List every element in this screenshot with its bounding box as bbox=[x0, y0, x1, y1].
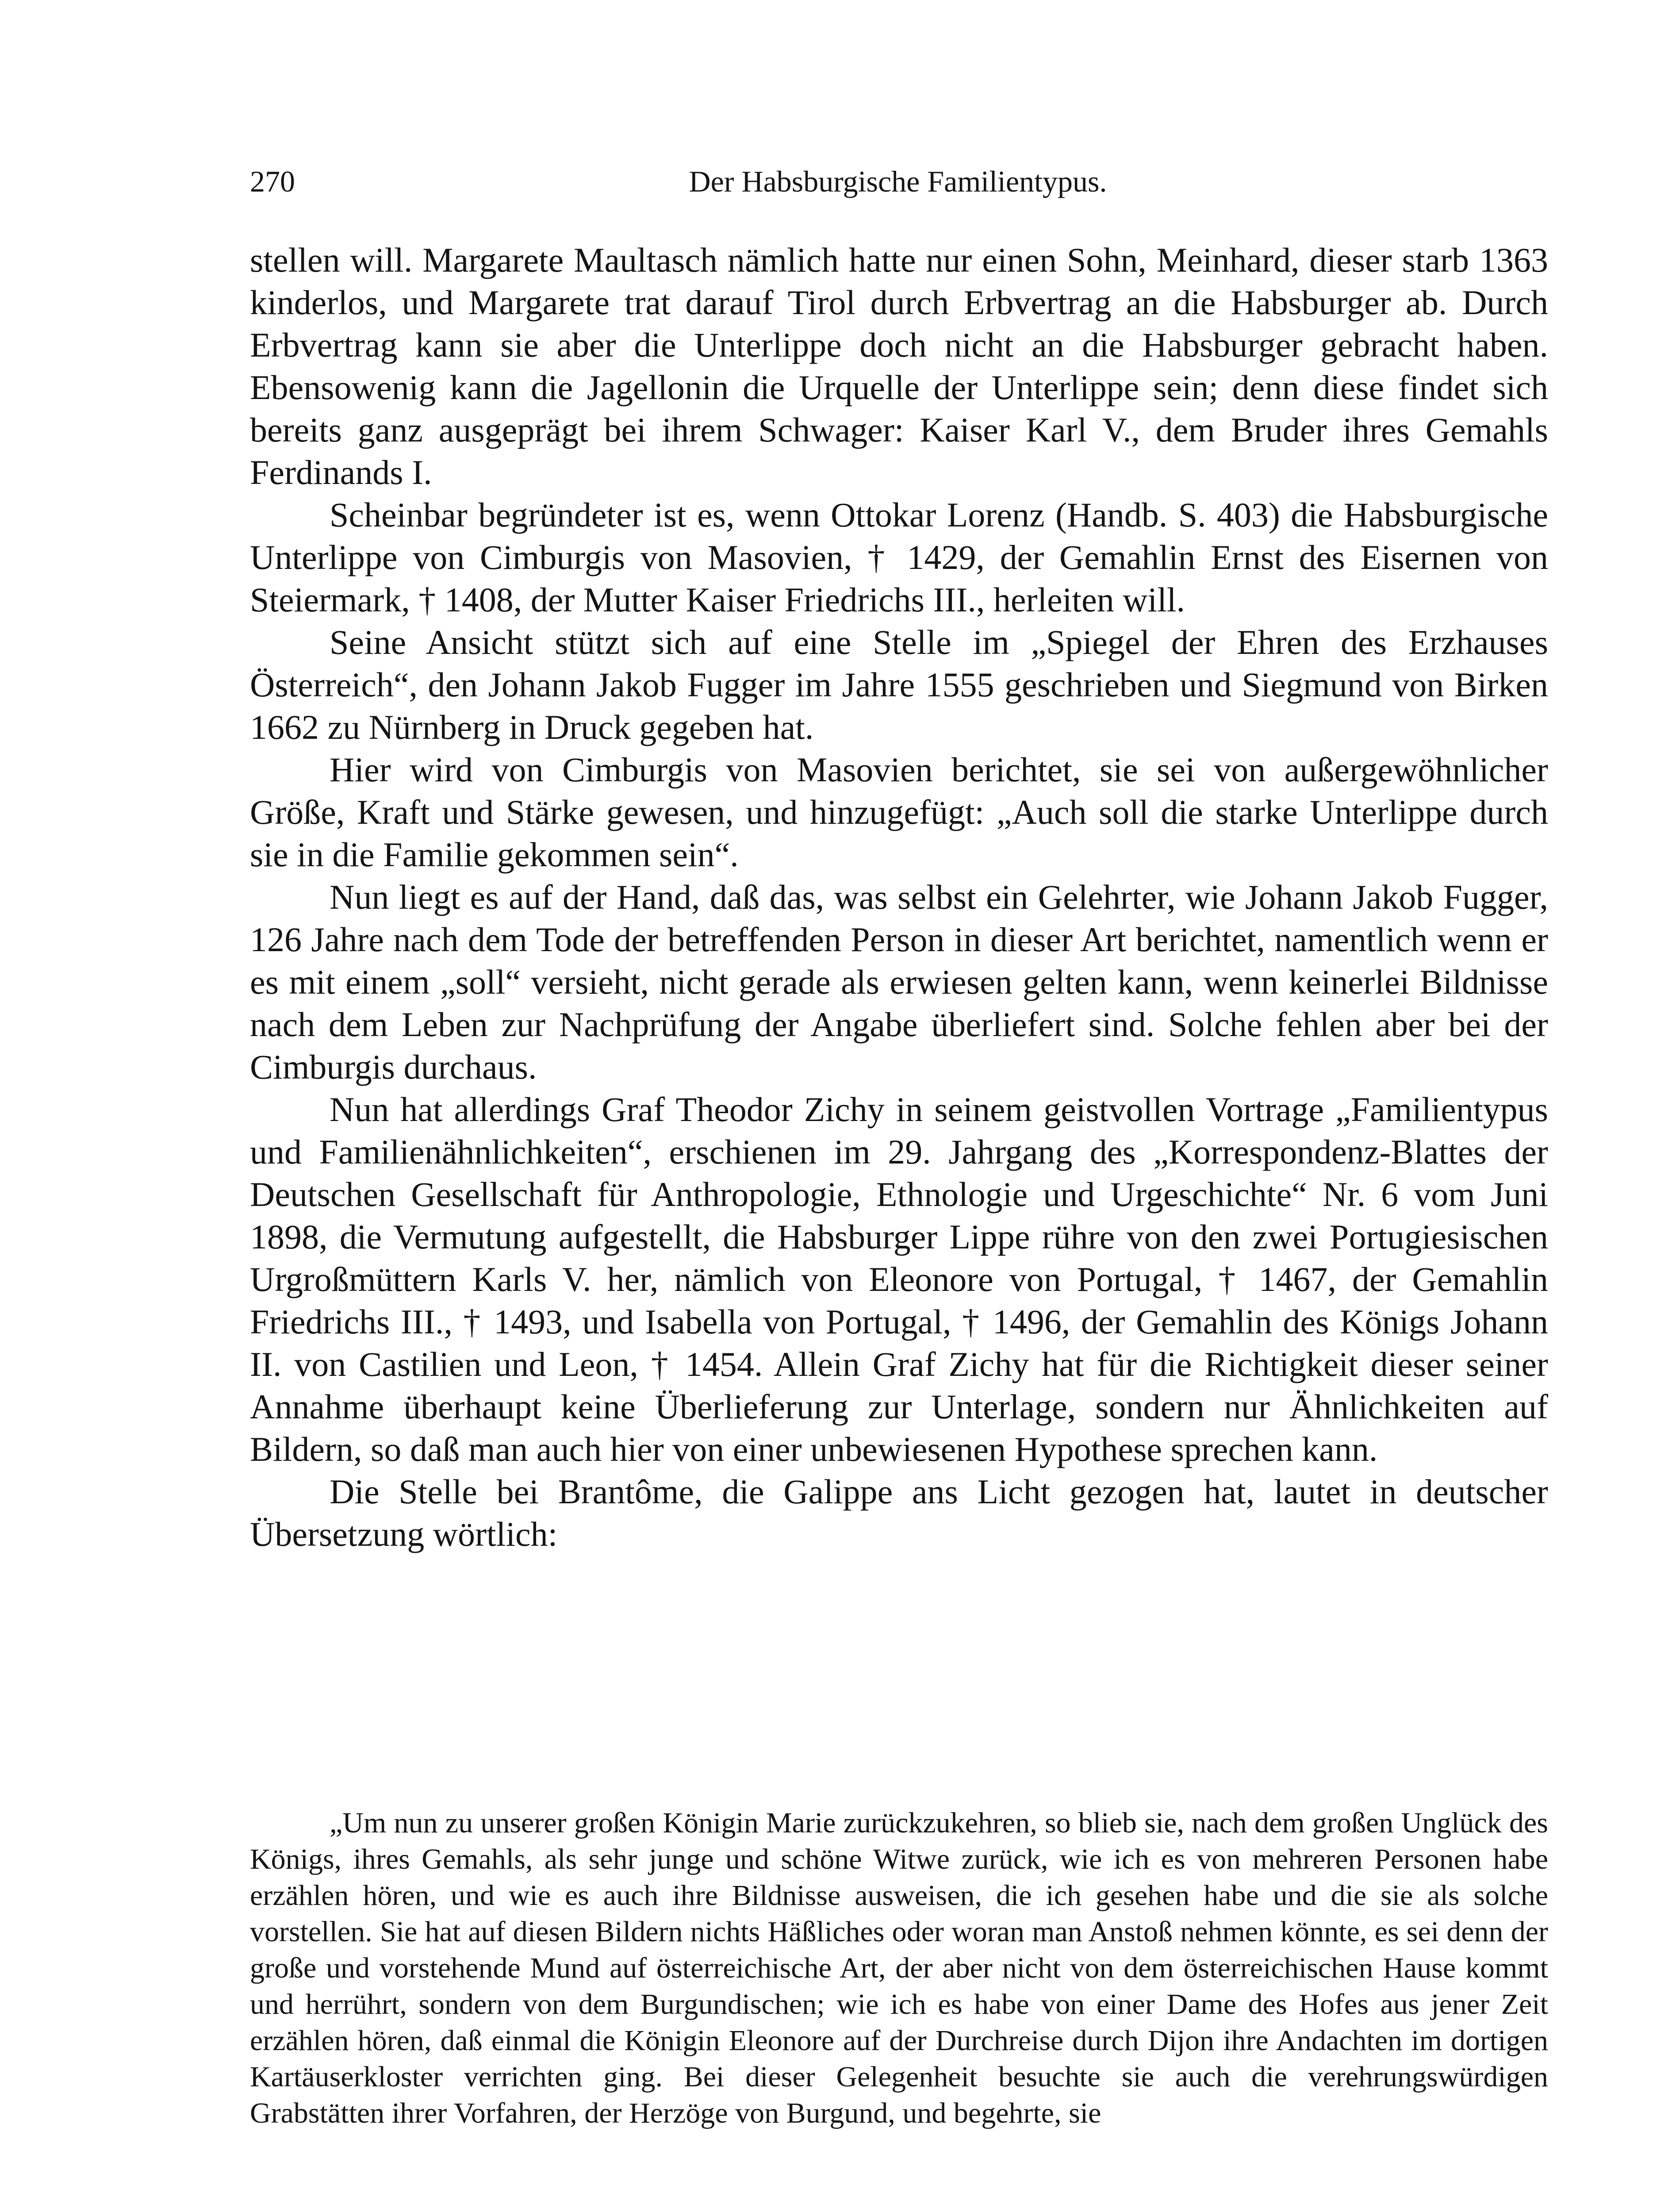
running-title: Der Habsburgische Familientypus. bbox=[689, 165, 1107, 198]
paragraph: Die Stelle bei Brantôme, die Galippe ans Licht gezogen hat, lautet in deutscher Übersetzung wörtlich: bbox=[250, 1472, 1548, 1553]
block-quote bbox=[250, 1805, 1548, 2131]
body-text bbox=[250, 239, 1548, 1555]
quote-text: „Um nun zu unserer großen Königin Marie zurückzukehren, so blieb sie, nach dem großen Unglück des Königs, ihres Gemahls, als sehr junge und schöne Witwe zurück, wie ich es von mehreren Personen habe erzählen hören, und wie es auch ihre Bildnisse ausweisen, die ich gesehen habe und die sie als solche vorstellen. Sie hat auf diesen Bildern nichts Häßliches oder woran man Anstoß nehmen könnte, es sei denn der große und vorstehende Mund auf österreichische Art, der aber nicht von dem österreichischen Hause kommt und herrührt, sondern von dem Burgundischen; wie ich es habe von einer Dame des Hofes aus jener Zeit erzählen hören, daß einmal die Königin Eleonore auf der Durchreise durch Dijon ihre Andachten im dortigen Kartäuserkloster verrichten ging. Bei dieser Gelegenheit besuchte sie auch die verehrungswürdigen Grabstätten ihrer Vorfahren, der Herzöge von Burgund, und begehrte, sie bbox=[250, 1807, 1548, 2129]
page-number: 270 bbox=[250, 165, 295, 198]
paragraph: Nun liegt es auf der Hand, daß das, was selbst ein Gelehrter, wie Johann Jakob Fugger, 126 Jahre nach dem Tode der betreffenden Person in dieser Art berichtet, namentlich wenn er es mit einem „soll“ versieht, nicht gerade als erwiesen gelten kann, wenn keinerlei Bildnisse nach dem Leben zur Nachprüfung der Angabe überliefert sind. Solche fehlen aber bei der Cimburgis durchaus. bbox=[250, 878, 1548, 1086]
paragraph: Nun hat allerdings Graf Theodor Zichy in seinem geistvollen Vortrage „Familientypus und Familienähnlichkeiten“, erschienen im 29. Jahrgang des „Korrespondenz-Blattes der Deutschen Gesellschaft für Anthropologie, Ethnologie und Urgeschichte“ Nr. 6 vom Juni 1898, die Vermutung aufgestellt, die Habsburger Lippe rühre von den zwei Portugiesischen Urgroßmüttern Karls V. her, nämlich von Eleonore von Portugal, † 1467, der Gemahlin Friedrichs III., † 1493, und Isabella von Portugal, † 1496, der Gemahlin des Königs Johann II. von Castilien und Leon, † 1454. Allein Graf Zichy hat für die Richtigkeit dieser seiner Annahme überhaupt keine Überlieferung zur Unterlage, sondern nur Ähnlichkeiten auf Bildern, so daß man auch hier von einer unbewiesenen Hypothese sprechen kann. bbox=[250, 1090, 1548, 1468]
paragraph: Hier wird von Cimburgis von Masovien berichtet, sie sei von außergewöhnlicher Größe, Kraft und Stärke gewesen, und hinzugefügt: „Auch soll die starke Unterlippe durch sie in die Familie gekommen sein“. bbox=[250, 750, 1548, 874]
paragraph: Seine Ansicht stützt sich auf eine Stelle im „Spiegel der Ehren des Erzhauses Österreich“, den Johann Jakob Fugger im Jahre 1555 geschrieben und Siegmund von Birken 1662 zu Nürnberg in Druck gegeben hat. bbox=[250, 623, 1548, 746]
paragraph: stellen will. Margarete Maultasch nämlich hatte nur einen Sohn, Meinhard, dieser starb 1363 kinderlos, und Margarete trat darauf Tirol durch Erbvertrag an die Habsburger ab. Durch Erbvertrag kann sie aber die Unterlippe doch nicht an die Habsburger gebracht haben. Ebensowenig kann die Jagellonin die Urquelle der Unterlippe sein; denn diese findet sich bereits ganz ausgeprägt bei ihrem Schwager: Kaiser Karl V., dem Bruder ihres Gemahls Ferdinands I. bbox=[250, 241, 1548, 492]
page-header bbox=[250, 157, 1546, 206]
paragraph: Scheinbar begründeter ist es, wenn Ottokar Lorenz (Handb. S. 403) die Habsburgische Unterlippe von Cimburgis von Masovien, † 1429, der Gemahlin Ernst des Eisernen von Steiermark, † 1408, der Mutter Kaiser Friedrichs III., herleiten will. bbox=[250, 495, 1548, 619]
